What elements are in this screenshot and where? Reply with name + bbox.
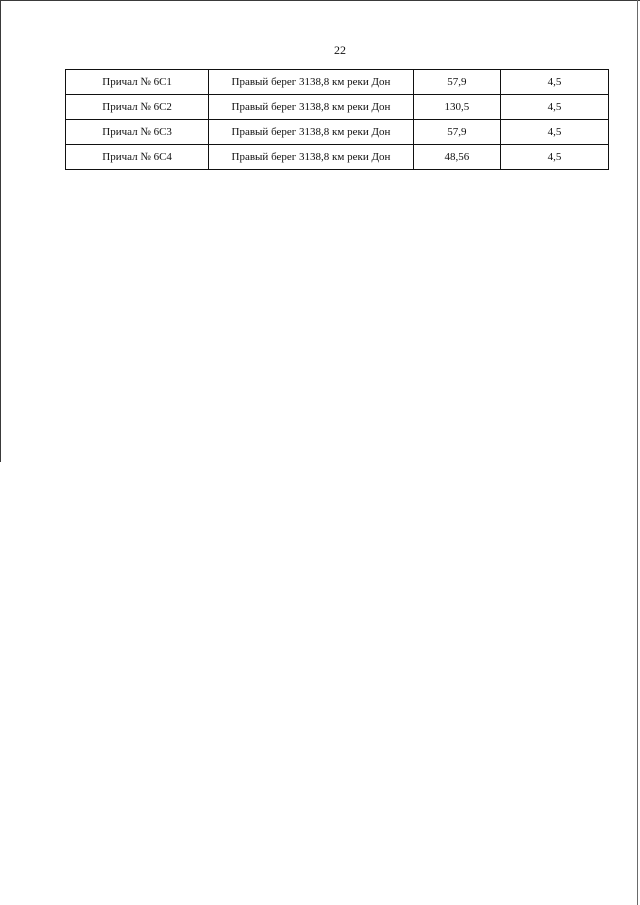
- berth-length-cell: 48,56: [413, 145, 500, 170]
- berth-location-cell: Правый берег 3138,8 км реки Дон: [209, 95, 414, 120]
- berth-location-cell: Правый берег 3138,8 км реки Дон: [209, 145, 414, 170]
- berth-name-cell: Причал № 6С1: [66, 70, 209, 95]
- page-border-right: [637, 0, 638, 905]
- table-row: [66, 120, 609, 145]
- berths-table: [65, 69, 609, 170]
- berth-depth-cell: 4,5: [501, 120, 609, 145]
- table-row: [66, 70, 609, 95]
- berth-name-cell: Причал № 6С3: [66, 120, 209, 145]
- berth-depth-cell: 4,5: [501, 95, 609, 120]
- berth-length-cell: 57,9: [413, 120, 500, 145]
- berth-length-cell: 57,9: [413, 70, 500, 95]
- berth-name-cell: Причал № 6С4: [66, 145, 209, 170]
- berth-name-cell: Причал № 6С2: [66, 95, 209, 120]
- berth-length-cell: 130,5: [413, 95, 500, 120]
- berth-depth-cell: 4,5: [501, 70, 609, 95]
- berth-location-cell: Правый берег 3138,8 км реки Дон: [209, 120, 414, 145]
- berth-depth-cell: 4,5: [501, 145, 609, 170]
- page-border-top: [0, 0, 640, 1]
- table-row: [66, 95, 609, 120]
- table-row: [66, 145, 609, 170]
- page-number: 22: [334, 43, 346, 57]
- page-border-left: [0, 0, 1, 462]
- berth-location-cell: Правый берег 3138,8 км реки Дон: [209, 70, 414, 95]
